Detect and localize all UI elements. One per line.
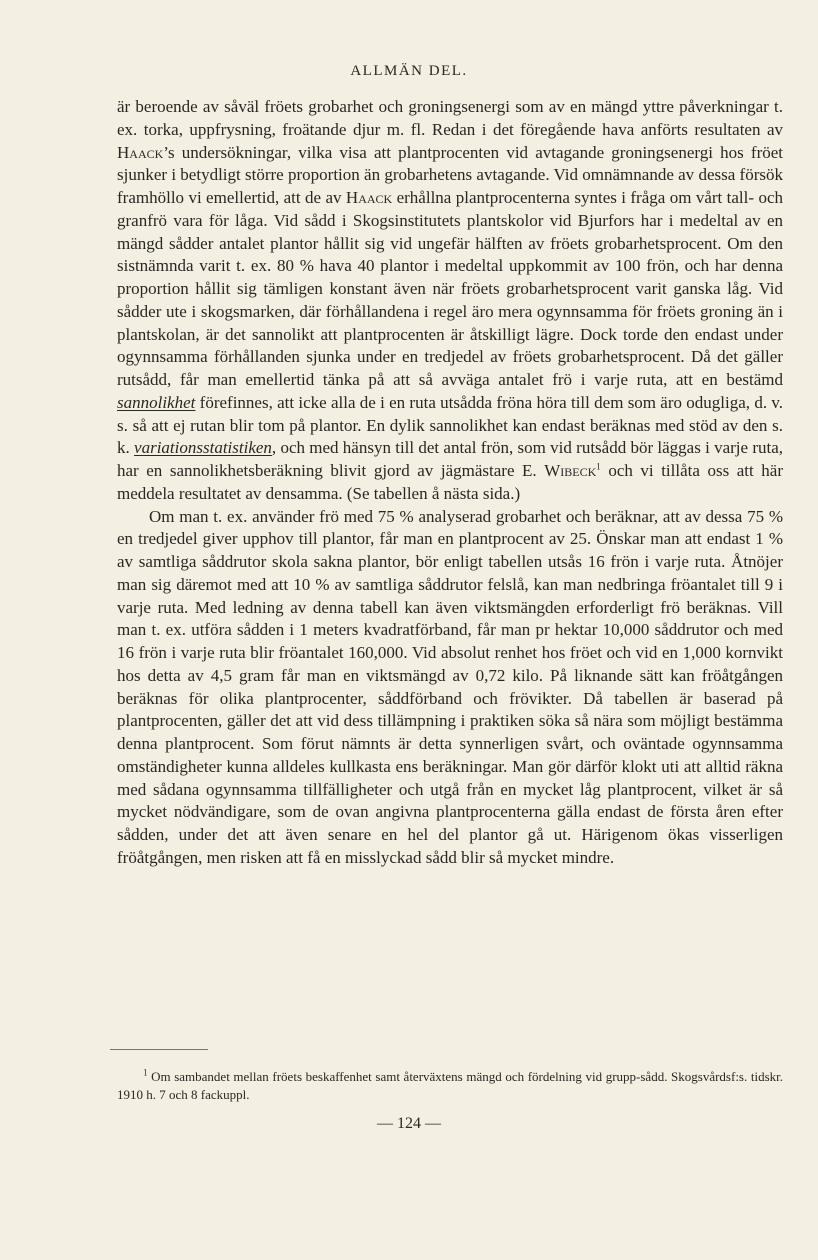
author-name-wibeck: Wibeck [544, 461, 597, 480]
paragraph-2: Om man t. ex. använder frö med 75 % analyserad grobarhet och beräknar, att av dessa 75 % en tredjedel giver upphov till plantor, får man en plantprocent av 25. Önskar man att endast 1 % av samtliga såddrutor skola sakna plantor, bör enligt tabellen utsås 16 frön i varje ruta. Åtnöjer man sig däremot med att 10 % av samtliga såddrutor felslå, kan man nedbringa fröantalet till 9 i varje ruta. Med ledning av denna tabell kan även viktsmängden erforderligt frö beräknas. Vill man t. ex. utföra sådden i 1 meters kvadratförband, får man pr hektar 10,000 såddrutor och med 16 frön i varje ruta blir fröantalet 160,000. Vid absolut renhet hos fröet och vid en 1,000 kornvikt hos detta av 4,5 gram får man en viktsmängd av 0,72 kilo. På liknande sätt kan fröåtgången beräknas för olika plantprocenter, såddförband och frövikter. Då tabellen är baserad på plantprocenten, gäller det att vid dess tillämpning i praktiken söka så nära som möjligt bestämma denna plantprocent. Som förut nämnts är detta synnerligen svårt, och oväntade ogynnsamma omständigheter kunna alldeles kullkasta ens beräkningar. Man gör därför klokt uti att alltid räkna med sådana ogynnsamma tillfälligheter och utgå från en mycket låg plantprocent, vilket är så mycket nödvändigare, som de ovan angivna plantprocenterna gälla endast de första åren efter sådden, under det att även senare en hel del plantor gå ut. Härigenom ökas visserligen fröåtgången, men risken att få en misslyckad sådd blir så mycket mindre. [117, 506, 783, 867]
footnote [117, 1068, 783, 1104]
body-text [117, 96, 783, 870]
author-name-haack: Haack [345, 188, 393, 207]
text-span: och vi tillåta oss att här meddela resultatet av densamma. (Se tabellen å nästa sida.) [117, 461, 784, 503]
text-span: ’s undersökningar, vilka visa att plantprocenten vid avtagande groningsenergi hos fröet sjunker i betydligt större proportion än grobarhetens avtagande. Vid omnämnande av dessa försök framhöllo vi emellertid, att de av [117, 142, 783, 207]
running-header: ALLMÄN DEL. [350, 63, 468, 79]
footnote-body: Om sambandet mellan fröets beskaffenhet samt återväxtens mängd och fördelning vid grupp-sådd. Skogsvårdsf:s. tidskr. 1910 h. 7 och 8 fackuppl. [117, 1069, 783, 1102]
text-span: erhållna plantprocenterna syntes i fråga om vårt tall- och granfrö vara för låga. Vid sådd i Skogsinstitutets plantskolor vid Bjurfors har i medeltal av en mängd sådder antalet plantor hållit sig vid ungefär hälften av fröets grobarhetsprocent. Om den sistnämnda varit t. ex. 80 % hava 40 plantor i medeltal uppkommit av 100 frön, och har denna proportion hållit sig tämligen konstant även när fröets grobarhetsprocent varit ganska låg. Vid sådder ute i skogsmarken, där förhållandena i regel äro mera ogynnsamma för fröets groning än i plantskolan, är det sannolikt att plantprocenten är åtskilligt lägre. Dock torde den endast under ogynnsamma förhållanden sjunka under en tredjedel av fröets grobarhetsprocent. Då det gäller rutsådd, får man emellertid tänka på att så avväga antalet frö i varje ruta, att en bestämd [117, 188, 783, 389]
text-span: förefinnes, att icke alla de i en ruta utsådda fröna höra till dem som äro odugliga, d. v. s. så att ej rutan blir tom på plantor. En dylik sannolikhet kan endast beräknas med stöd av den s. k. [117, 392, 783, 458]
emphasis-variationsstatistiken: variationsstatistiken [134, 438, 272, 458]
emphasis-sannolikhet: sannolikhet [117, 392, 196, 412]
text-span: är beroende av såväl fröets grobarhet och groningsenergi som av en mängd yttre påverkningar t. ex. torka, uppfrysning, froätande djur m. fl. Redan i det föregående hava anförts resultaten av [117, 97, 783, 139]
footnote-marker: 1 [143, 1067, 148, 1078]
footnote-divider [110, 1049, 208, 1050]
author-name-haack: Haack [117, 142, 164, 162]
footnote-reference[interactable]: 1 [596, 461, 601, 472]
paragraph-1 [117, 96, 783, 506]
text-span: , och med hänsyn till det antal frön, som vid rutsådd bör läggas i varje ruta, har en sannolikhetsberäkning blivit gjord av jägmästare E. [117, 438, 784, 480]
footnote-text [117, 1068, 783, 1104]
page-number: — 124 — [377, 1115, 441, 1132]
